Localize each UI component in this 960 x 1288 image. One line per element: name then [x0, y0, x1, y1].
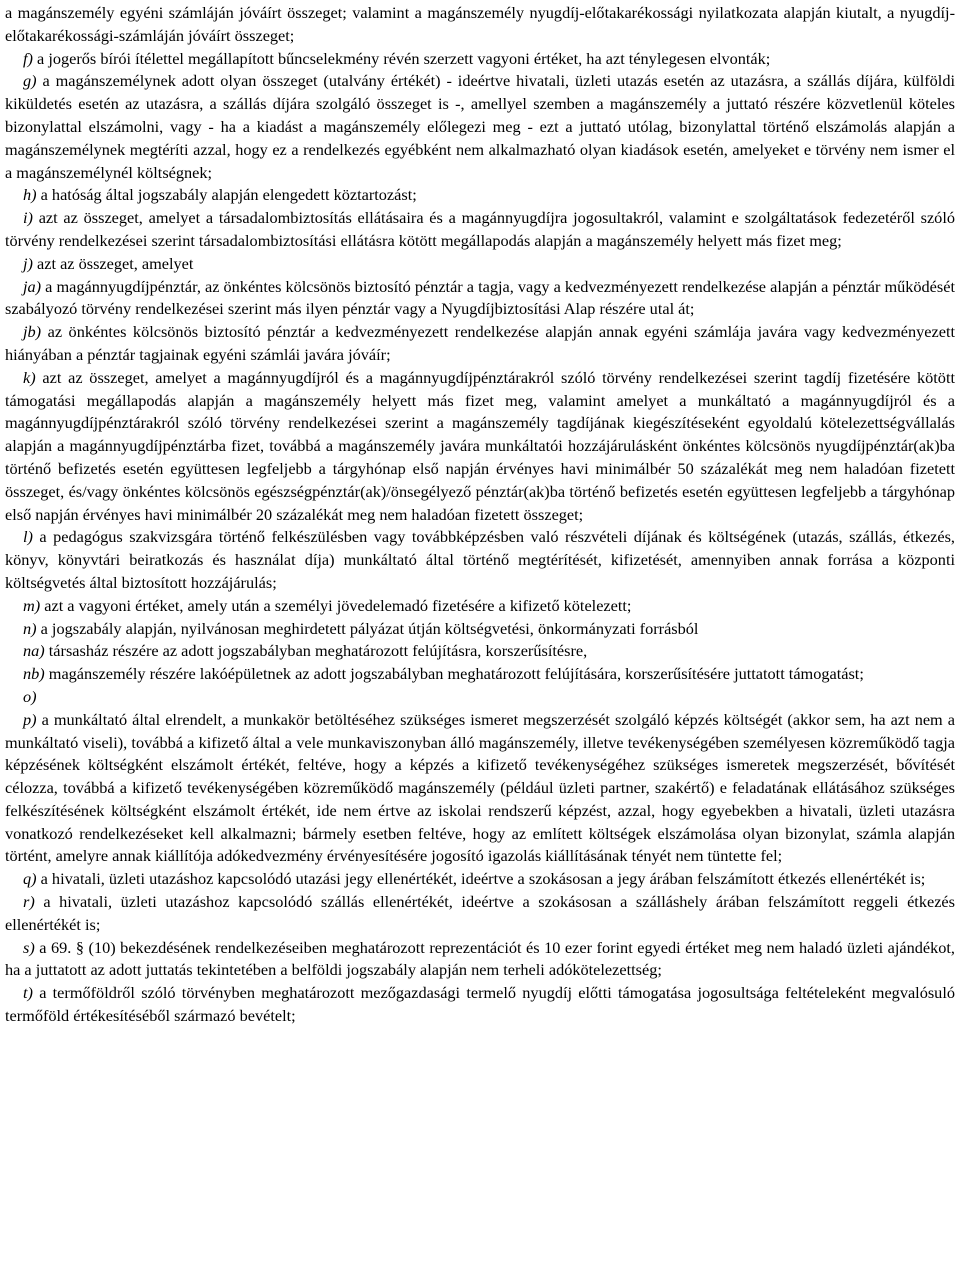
item-text: a jogszabály alapján, nyilvánosan meghirdetett pályázat útján költségvetési, önkormányzati forrásból	[36, 618, 699, 638]
item-label: h)	[23, 185, 37, 205]
item-label: o)	[23, 686, 37, 706]
item-label: jb)	[23, 322, 42, 342]
item-text: magánszemély részére lakóépületnek az adott jogszabályban meghatározott felújítására, korszerűsítésére juttatott támogatást;	[44, 664, 864, 684]
paragraph-o	[5, 686, 955, 709]
paragraph-m	[5, 595, 955, 618]
item-label: k)	[23, 367, 36, 387]
paragraph-j	[5, 253, 955, 276]
item-label: l)	[23, 527, 33, 547]
paragraph-g	[5, 70, 955, 184]
item-text: a magánnyugdíjpénztár, az önkéntes kölcsönös biztosító pénztár a tagja, vagy a kedvezményezett rendelkezése alapján a pénztár működését szabályozó törvény rendelkezései szerint más ilyen pénztár vagy a Nyugdíjbiztosítási Alap részére utal át;	[5, 276, 955, 319]
item-label: n)	[23, 618, 37, 638]
paragraph-ja	[5, 276, 955, 322]
item-text: a munkáltató által elrendelt, a munkakör betöltéséhez szükséges ismeret megszerzését szolgáló képzés költségét (akkor sem, ha azt nem a munkáltató viseli), továbbá a kifizető által a vele munkaviszonyban álló magánszemély, illetve tevékenységében személyesen közreműködő tagja képzésének költségként elszámolt értékét, feltéve, hogy a képzés a kifizető tevékenységéhez szükséges ismeretek megszerzését, bővítését célozza, továbbá a kifizető tevékenységében közreműködő magánszemély (például üzleti partner, szakértő) e feladatának ellátásához szükséges felkészítésének költségként elszámolt értékét, ide nem értve az iskolai rendszerű képzést, azzal, hogy egyebekben a hivatali, üzleti utazásra vonatkozó rendelkezéseket kell alkalmazni; bármely esetben feltéve, hogy az említett költségek elszámolása olyan bizonylat, számla alapján történt, amelyre annak kiállítója adókedvezmény érvényesítésére jogosító igazolás kiállításának tényét nem tüntette fel;	[5, 709, 955, 866]
paragraph-intro: a magánszemély egyéni számláján jóváírt összeget; valamint a magánszemély nyugdíj-előtakarékossági nyilatkozata alapján kiutalt, a nyugdíj-előtakarékossági-számláján jóváírt összeget;	[5, 3, 955, 45]
paragraph-f	[5, 48, 955, 71]
item-text: a jogerős bírói ítélettel megállapított bűncselekmény révén szerzett vagyoni értéket, ha azt ténylegesen elvonták;	[32, 48, 771, 68]
item-label: m)	[23, 595, 41, 615]
paragraph-p	[5, 709, 955, 869]
item-label: nb)	[23, 664, 45, 684]
item-text: az önkéntes kölcsönös biztosító pénztár a kedvezményezett rendelkezése alapján annak egyéni számlája javára vagy kedvezményezett hiányában a pénztár tagjainak egyéni számlái javára jóváír;	[5, 322, 955, 364]
item-text: a magánszemélynek adott olyan összeget (utalvány értékét) - ideértve hivatali, üzleti utazás esetén az utazásra, a szállás díjára, külföldi kiküldetés esetén az utazásra, a szállás díjára szolgáló összeget is -, amellyel szemben a magánszemély a juttató részére közvetlenül köteles bizonylattal elszámolni, vagy - ha a kiadást a magánszemély előlegezi meg - ezt a juttató utólag, bizonylattal történő elszámolás alapján a magánszemélynek megtéríti azzal, hogy ez a rendelkezés egyébként nem alkalmazható olyan kiadások esetén, amelyeket e törvény nem ismer el a magánszemélynél költségnek;	[5, 71, 955, 182]
item-text: a pedagógus szakvizsgára történő felkészülésben vagy továbbképzésben való részvételi díjának és költségének (utazás, szállás, étkezés, könyv, könyvtári beiratkozás és használat díja) munkáltató által történő megtérítését, kifizetését, amennyiben annak forrása a központi költségvetés által biztosított hozzájárulás;	[5, 527, 955, 592]
item-label: ja)	[23, 276, 42, 296]
paragraph-jb	[5, 321, 955, 367]
item-text: társasház részére az adott jogszabályban meghatározott felújításra, korszerűsítésre,	[44, 641, 588, 661]
item-label: j)	[23, 253, 33, 273]
item-text: a hatóság által jogszabály alapján elengedett köztartozást;	[36, 185, 417, 205]
item-text: a 69. § (10) bekezdésének rendelkezéseiben meghatározott reprezentációt és 10 ezer forint egyedi értéket meg nem haladó üzleti ajándékot, ha a juttatott az adott juttatás tekintetében a belföldi jogszabály alapján nem terheli adókötelezettség;	[5, 937, 955, 980]
paragraph-i	[5, 207, 955, 253]
item-label: f)	[23, 48, 33, 68]
item-text: azt az összeget, amelyet a társadalombiztosítás ellátásaira és a magánnyugdíjra jogosultakról, valamint e szolgáltatások fedezetéről szóló törvény rendelkezései szerint társadalombiztosítási ellátásra kötött megállapodás alapján a magánszemély helyett más fizet meg;	[5, 208, 955, 250]
item-text: azt a vagyoni értéket, amely után a személyi jövedelemadó fizetésére a kifizető kötelezett;	[40, 595, 632, 615]
item-label: p)	[23, 709, 37, 729]
item-label: r)	[23, 892, 35, 912]
item-label: s)	[23, 937, 35, 957]
item-label: q)	[23, 869, 37, 889]
paragraph-nb	[5, 663, 955, 686]
paragraph-h	[5, 184, 955, 207]
item-text: azt az összeget, amelyet a magánnyugdíjról és a magánnyugdíjpénztárakról szóló törvény rendelkezései szerint tagdíj fizetésére kötött támogatási megállapodás alapján a magánszemély helyett más fizet meg, valamint amelyet a munkáltató a magánnyugdíjról és a magánnyugdíjpénztárakról szóló törvény rendelkezései szerint a magánszemély tagdíjának kiegészítéseként egyoldalú kötelezettségvállalás alapján a magánnyugdíjpénztárba fizet, továbbá a magánszemély javára munkáltatói hozzájárulásként önkéntes kölcsönös nyugdíjpénztár(ak)ba történő befizetés esetén együttesen legfeljebb a tárgyhónap első napján érvényes havi minimálbér 50 százalékát meg nem haladóan fizetett összeget, és/vagy önkéntes kölcsönös egészségpénztár(ak)/önsegélyező pénztár(ak)ba történő befizetés esetén együttesen legfeljebb a tárgyhónap első napján érvényes havi minimálbér 20 százalékát meg nem haladóan fizetett összeget;	[5, 367, 955, 524]
paragraph-t	[5, 982, 955, 1028]
item-text: a termőföldről szóló törvényben meghatározott mezőgazdasági termelő nyugdíj előtti támogatása jogosultsága feltételeként megvalósuló termőföld értékesítéséből származó bevételt;	[5, 983, 955, 1026]
item-text: a hivatali, üzleti utazáshoz kapcsolódó utazási jegy ellenértékét, ideértve a szokásosan a jegy árában felszámított étkezés ellenértékét is;	[36, 869, 926, 889]
item-label: g)	[23, 71, 37, 91]
paragraph-q	[5, 868, 955, 891]
item-label: i)	[23, 208, 33, 228]
document-page	[5, 2, 955, 1028]
paragraph-na	[5, 640, 955, 663]
item-text: a hivatali, üzleti utazáshoz kapcsolódó szállás ellenértékét, ideértve a szokásosan a szálláshely árában felszámított reggeli étkezés ellenértékét is;	[5, 892, 955, 934]
item-label: na)	[23, 641, 45, 661]
paragraph-l	[5, 526, 955, 594]
paragraph-n	[5, 618, 955, 641]
paragraph-s	[5, 937, 955, 983]
paragraph-r	[5, 891, 955, 937]
paragraph-k	[5, 367, 955, 527]
item-text: azt az összeget, amelyet	[32, 253, 194, 273]
item-label: t)	[23, 983, 33, 1003]
